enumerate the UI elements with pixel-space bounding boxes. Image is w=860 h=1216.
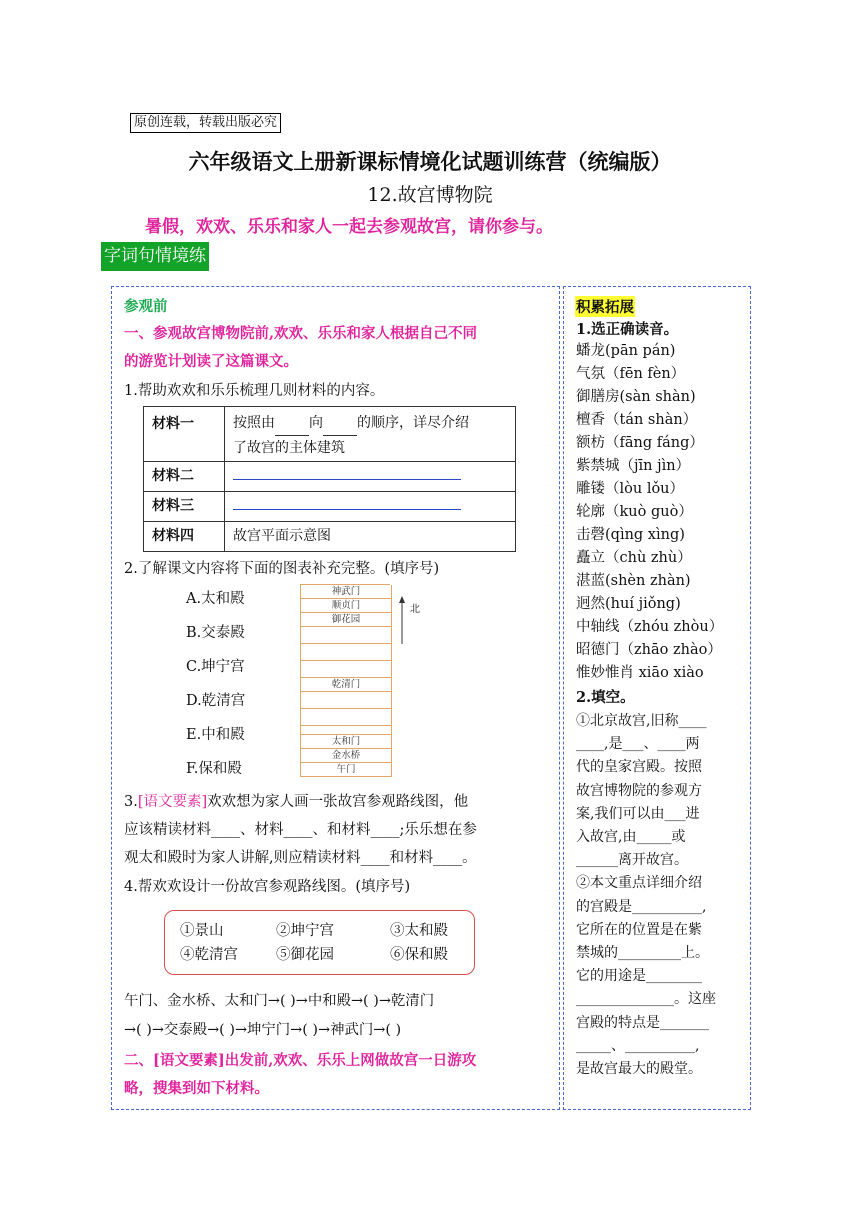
fill-blank[interactable] <box>275 411 309 436</box>
option-f: F.保和殿 <box>186 761 242 777</box>
gate-label: 金水桥 <box>300 749 392 763</box>
fill-line[interactable] <box>233 492 461 510</box>
fill-line: 代的皇家宫殿。按照 <box>576 759 702 776</box>
part1-line2: 的游览计划读了这篇课文。 <box>124 353 298 370</box>
diagram-blank-slot[interactable] <box>300 627 392 644</box>
place-option: ⑥保和殿 <box>390 947 448 963</box>
diagram-blank-slot[interactable] <box>300 709 392 726</box>
place-option: ①景山 <box>180 923 224 939</box>
fill-line: 案,我们可以由___进 <box>576 805 700 822</box>
side-heading: 积累拓展 <box>575 296 635 317</box>
q3-text: 欢欢想为家人画一张故宫参观路线图，他 <box>207 794 469 810</box>
fill-line: ______________。这座 <box>576 991 716 1008</box>
pinyin-item[interactable]: 檀香（tán shàn） <box>576 412 698 428</box>
diagram-blank-slot[interactable] <box>300 726 392 735</box>
fill-line: ____,是___、____两 <box>576 736 700 753</box>
pinyin-item[interactable]: 惟妙惟肖 xiāo xiào <box>576 665 704 681</box>
question-2: 2.了解课文内容将下面的图表补充完整。(填序号) <box>124 561 440 577</box>
q3-tag: [语文要素] <box>137 794 208 810</box>
before-visit-heading: 参观前 <box>124 298 168 315</box>
page-title: 六年级语文上册新课标情境化试题训练营（统编版） <box>188 149 672 174</box>
fill-line: 禁城的_________上。 <box>576 945 709 961</box>
question-1: 1.帮助欢欢和乐乐梳理几则材料的内容。 <box>124 383 385 399</box>
option-b: B.交泰殿 <box>186 625 245 641</box>
fill-line: 入故宫,由_____或 <box>576 829 686 845</box>
intro-text: 暑假，欢欢、乐乐和家人一起去参观故宫，请你参与。 <box>145 217 553 237</box>
table-row <box>144 492 516 522</box>
side-question-2: 2.填空。 <box>576 689 635 706</box>
question-3-line3: 观太和殿时为家人讲解,则应精读材料____和材料____。 <box>124 850 477 866</box>
material-head: 材料三 <box>144 492 225 522</box>
fill-line: 的宫殿是__________, <box>576 898 707 915</box>
material-text: 了故宫的主体建筑 <box>233 440 345 456</box>
places-options-box <box>164 910 475 975</box>
material-text: 的顺序，详尽介绍 <box>357 415 469 431</box>
diagram-blank-slot[interactable] <box>300 692 392 709</box>
q3-prefix: 3. <box>124 794 138 810</box>
table-row <box>144 407 516 462</box>
fill-line: _____、__________, <box>576 1037 700 1054</box>
fill-blank[interactable] <box>323 411 357 436</box>
pinyin-item[interactable]: 蟠龙(pān pán) <box>576 343 676 359</box>
option-d: D.乾清宫 <box>186 693 246 709</box>
place-option: ②坤宁宫 <box>276 923 334 939</box>
route-line2: →( )→交泰殿→( )→坤宁门→( )→神武门→( ) <box>124 1022 402 1038</box>
pinyin-item[interactable]: 紫禁城（jīn jìn） <box>576 458 691 474</box>
place-option: ③太和殿 <box>390 923 448 939</box>
part1-line1: 一、参观故宫博物院前,欢欢、乐乐和家人根据自己不同 <box>124 325 478 342</box>
question-3-line1 <box>124 792 468 812</box>
part2-line1: 二、[语文要素]出发前,欢欢、乐乐上网做故宫一日游攻 <box>124 1052 477 1069</box>
materials-table <box>143 406 516 552</box>
place-option: ⑤御花园 <box>276 947 334 963</box>
gate-label: 乾清门 <box>300 678 392 692</box>
fill-line: ①北京故宫,旧称____ <box>576 713 707 729</box>
pinyin-item[interactable]: 御膳房(sàn shàn) <box>576 389 696 405</box>
part2-line2: 略，搜集到如下材料。 <box>124 1080 269 1097</box>
pinyin-item[interactable]: 矗立（chù zhù） <box>576 550 692 566</box>
table-row <box>144 462 516 492</box>
north-label: 北 <box>410 604 420 615</box>
pinyin-item[interactable]: 气氛（fēn fèn） <box>576 366 686 382</box>
section-tag: 字词句情境练 <box>101 242 209 271</box>
pinyin-item[interactable]: 昭德门（zhāo zhào） <box>576 642 722 658</box>
pinyin-item[interactable]: 雕镂（lòu lǒu） <box>576 481 685 497</box>
material-text: 故宫平面示意图 <box>225 522 516 552</box>
fill-line: 故宫博物院的参观方 <box>576 782 702 799</box>
gate-label: 太和门 <box>300 735 392 749</box>
diagram-blank-slot[interactable] <box>300 661 392 678</box>
option-a: A.太和殿 <box>186 591 245 607</box>
option-e: E.中和殿 <box>186 727 245 743</box>
pinyin-item[interactable]: 中轴线（zhóu zhòu） <box>576 619 724 635</box>
material-head: 材料四 <box>144 522 225 552</box>
route-line1: 午门、金水桥、太和门→( )→中和殿→( )→乾清门 <box>124 993 435 1009</box>
fill-line: 它的用途是________ <box>576 968 702 985</box>
copyright-notice: 原创连载，转载出版必究 <box>130 113 281 133</box>
fill-line: 宫殿的特点是_______ <box>576 1014 709 1031</box>
gate-label: 神武门 <box>300 585 392 599</box>
pinyin-item[interactable]: 湛蓝(shèn zhàn) <box>576 573 691 589</box>
question-3-line2: 应该精读材料____、材料____、和材料____;乐乐想在参 <box>124 822 477 838</box>
fill-line: 它所在的位置是在紫 <box>576 921 702 938</box>
option-c: C.坤宁宫 <box>186 659 245 675</box>
side-question-1: 1.选正确读音。 <box>576 321 679 338</box>
fill-line: ______离开故宫。 <box>576 852 688 869</box>
lesson-title: 12.故宫博物院 <box>367 184 493 206</box>
fill-line: ②本文重点详细介绍 <box>576 875 702 892</box>
pinyin-item[interactable]: 额枋（fāng fáng） <box>576 435 704 451</box>
material-head: 材料一 <box>144 407 225 462</box>
material-text: 向 <box>309 415 323 431</box>
place-option: ④乾清宫 <box>180 947 238 963</box>
gate-label: 御花园 <box>300 613 392 627</box>
fill-line[interactable] <box>233 462 461 480</box>
gate-label: 午门 <box>300 763 392 777</box>
pinyin-item[interactable]: 轮廓（kuò guò） <box>576 504 693 520</box>
table-row <box>144 522 516 552</box>
gate-label: 顺贞门 <box>300 599 392 613</box>
material-text: 按照由 <box>233 415 275 431</box>
fill-line: 是故宫最大的殿堂。 <box>576 1061 702 1077</box>
pinyin-item[interactable]: 击磬(qìng xìng) <box>576 527 685 543</box>
pinyin-item[interactable]: 迥然(huí jiǒng) <box>576 596 681 612</box>
material-head: 材料二 <box>144 462 225 492</box>
diagram-blank-slot[interactable] <box>300 644 392 661</box>
question-4: 4.帮欢欢设计一份故宫参观路线图。(填序号) <box>124 879 411 895</box>
